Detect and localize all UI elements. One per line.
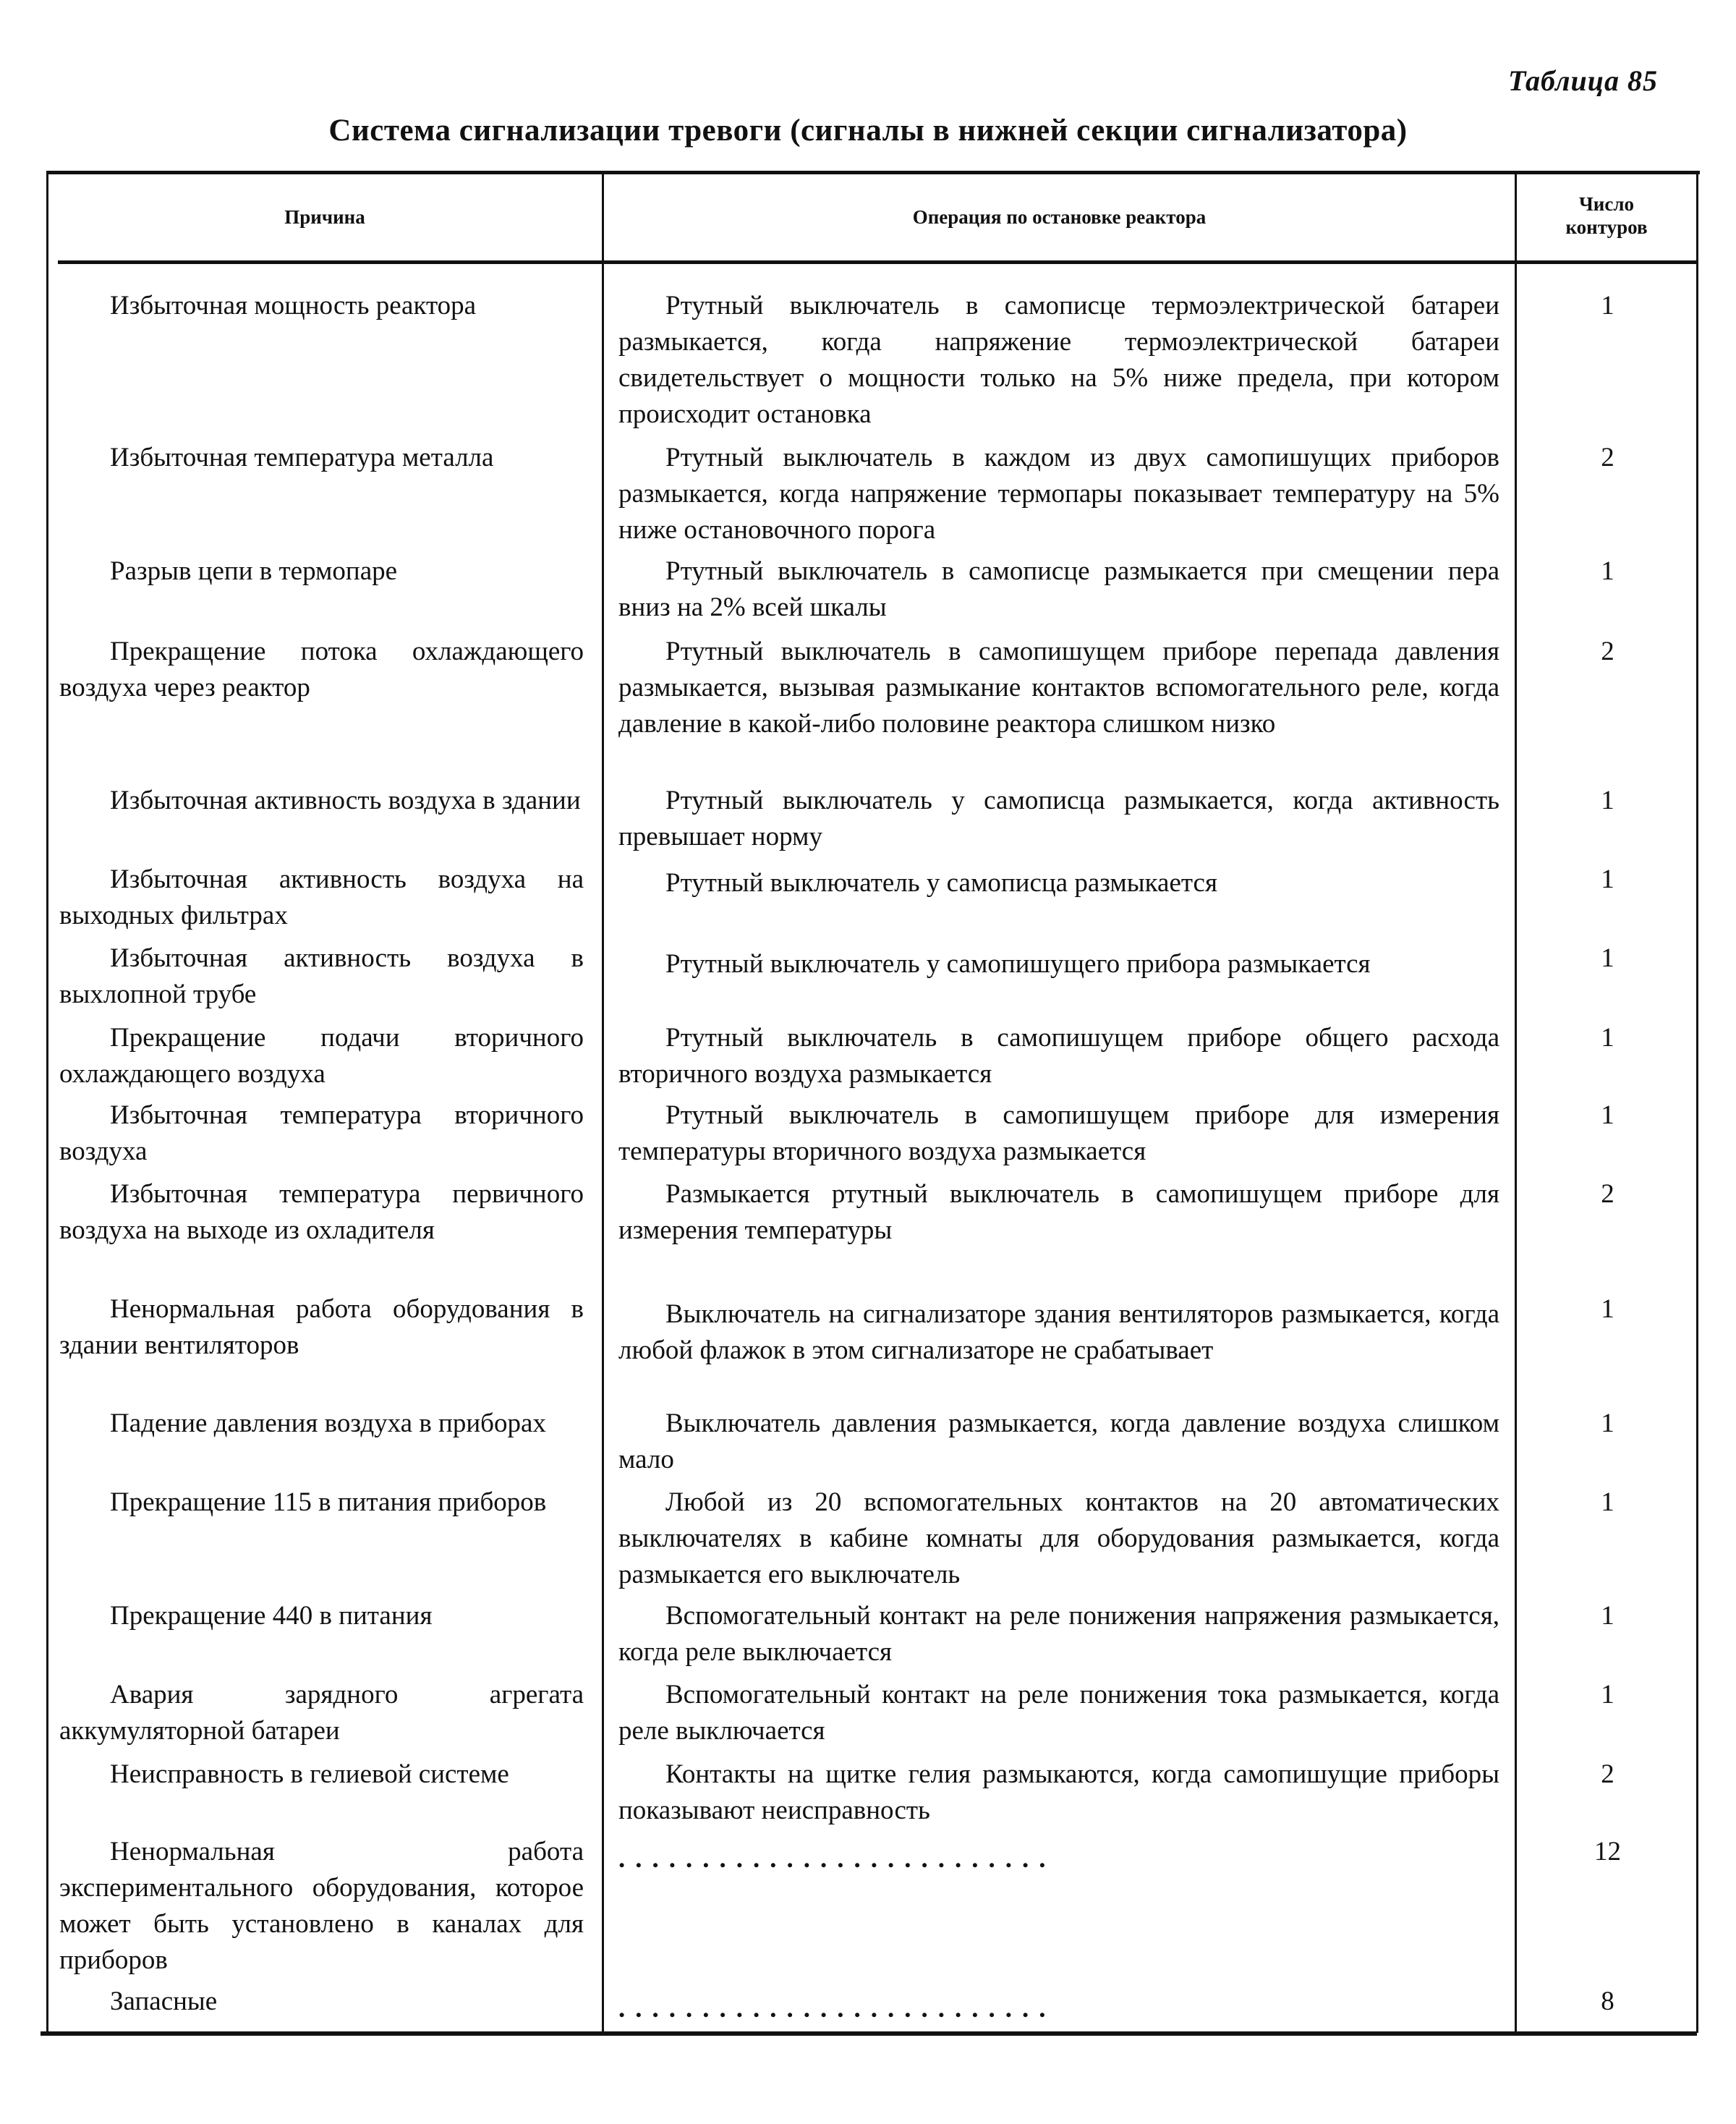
- divider-operation-count: [1515, 174, 1517, 2033]
- cause-text: Избыточная активность воздуха в выхлопной трубе: [59, 943, 584, 1009]
- column-header-count-line1: Число: [1578, 193, 1634, 215]
- operation-cell: [618, 1991, 1499, 2027]
- left-border: [46, 174, 48, 2033]
- cause-cell: [59, 1406, 584, 1442]
- operation-cell: [618, 865, 1499, 901]
- operation-text: Ртутный выключатель в самописце термоэлектрической батареи размыкается, когда напряжение термоэлектрической батареи свидетельствует о мощности только на 5% ниже предела, при котором происходит остановка: [618, 291, 1499, 429]
- column-header-operation: Операция по остановке реактора: [912, 206, 1207, 228]
- operation-cell: [618, 1406, 1499, 1478]
- operation-text: Ртутный выключатель у самописца размыкается, когда активность превышает норму: [618, 786, 1499, 851]
- cause-text: Прекращение 115 в питания приборов: [110, 1487, 547, 1517]
- count-cell: 1: [1601, 865, 1614, 894]
- operation-cell: [618, 1484, 1499, 1593]
- cause-cell: [59, 862, 584, 934]
- operation-text: Ртутный выключатель у самопишущего прибора размыкается: [665, 949, 1371, 979]
- count-cell: 12: [1594, 1837, 1621, 1866]
- cause-cell: [59, 288, 584, 324]
- cause-text: Прекращение потока охлаждающего воздуха через реактор: [59, 637, 584, 702]
- operation-cell: [618, 946, 1499, 982]
- header-bottom-rule: [58, 260, 1697, 264]
- table-title: Система сигнализации тревоги (сигналы в нижней секции сигнализатора): [328, 114, 1408, 148]
- cause-cell: [59, 783, 584, 819]
- cause-text: Авария зарядного агрегата аккумуляторной батареи: [59, 1680, 584, 1746]
- operation-text: Контакты на щитке гелия размыкаются, когда самопишущие приборы показывают неисправность: [618, 1759, 1499, 1825]
- count-cell: 1: [1601, 1487, 1614, 1517]
- operation-cell: [618, 1677, 1499, 1749]
- operation-cell: [618, 1020, 1499, 1092]
- operation-cell: [618, 1598, 1499, 1670]
- cause-text: Прекращение 440 в питания: [110, 1601, 433, 1631]
- cause-cell: [59, 940, 584, 1013]
- count-cell: 2: [1601, 443, 1614, 472]
- bottom-rule: [41, 2031, 1697, 2036]
- operation-text: Ртутный выключатель в каждом из двух самопишущих приборов размыкается, когда напряжение термопары показывает температуру на 5% ниже остановочного порога: [618, 443, 1499, 545]
- divider-cause-operation: [602, 174, 604, 2033]
- operation-text: Ртутный выключатель в самописце размыкается при смещении пера вниз на 2% всей шкалы: [618, 556, 1499, 622]
- leader-dots: ..........................: [618, 1994, 1056, 2023]
- count-cell: 2: [1601, 1179, 1614, 1209]
- cause-text: Запасные: [110, 1987, 218, 2016]
- count-cell: 1: [1601, 1294, 1614, 1324]
- count-cell: 1: [1601, 786, 1614, 815]
- operation-cell: [618, 1841, 1499, 1877]
- operation-text: Ртутный выключатель у самописца размыкается: [665, 868, 1217, 898]
- cause-text: Разрыв цепи в термопаре: [110, 556, 398, 586]
- operation-cell: [618, 1097, 1499, 1170]
- cause-cell: [59, 1291, 584, 1364]
- operation-text: Ртутный выключатель в самопишущем приборе перепада давления размыкается, вызывая размыкание контактов вспомогательного реле, когда давление в какой-либо половине реактора слишком низко: [618, 637, 1499, 739]
- cause-cell: [59, 1756, 584, 1793]
- count-cell: 8: [1601, 1987, 1614, 2016]
- cause-cell: [59, 1176, 584, 1249]
- cause-cell: [59, 440, 584, 476]
- operation-text: Вспомогательный контакт на реле понижения напряжения размыкается, когда реле выключается: [618, 1601, 1499, 1667]
- cause-cell: [59, 634, 584, 706]
- cause-text: Избыточная температура первичного воздуха на выходе из охладителя: [59, 1179, 584, 1245]
- operation-text: Ртутный выключатель в самопишущем приборе общего расхода вторичного воздуха размыкается: [618, 1023, 1499, 1089]
- column-header-count-line2: контуров: [1565, 216, 1648, 238]
- table-label: Таблица 85: [1508, 64, 1658, 97]
- count-cell: 1: [1601, 556, 1614, 586]
- count-cell: 1: [1601, 1100, 1614, 1130]
- cause-text: Избыточная температура металла: [110, 443, 494, 472]
- column-header-cause: Причина: [284, 206, 365, 228]
- operation-cell: [618, 1296, 1499, 1369]
- count-cell: 1: [1601, 1023, 1614, 1053]
- count-cell: 1: [1601, 291, 1614, 320]
- operation-cell: [618, 1176, 1499, 1249]
- cause-text: Прекращение подачи вторичного охлаждающего воздуха: [59, 1023, 584, 1089]
- cause-text: Избыточная активность воздуха в здании: [110, 786, 581, 815]
- count-cell: 1: [1601, 1601, 1614, 1631]
- cause-cell: [59, 1598, 584, 1634]
- cause-cell: [59, 1677, 584, 1749]
- operation-cell: [618, 634, 1499, 742]
- cause-text: Ненормальная работа экспериментального оборудования, которое может быть установлено в каналах для приборов: [59, 1837, 584, 1975]
- count-cell: 2: [1601, 1759, 1614, 1789]
- count-cell: 2: [1601, 637, 1614, 666]
- cause-cell: [59, 1834, 584, 1979]
- count-cell: 1: [1601, 1409, 1614, 1438]
- leader-dots: ..........................: [618, 1844, 1056, 1874]
- cause-cell: [59, 1484, 584, 1521]
- operation-text: Любой из 20 вспомогательных контактов на 20 автоматических выключателях в кабине комнаты для оборудования размыкается, когда размыкается его выключатель: [618, 1487, 1499, 1589]
- column-header-count: [1517, 192, 1696, 239]
- operation-text: Размыкается ртутный выключатель в самопишущем приборе для измерения температуры: [618, 1179, 1499, 1245]
- cause-cell: [59, 1097, 584, 1170]
- operation-text: Выключатель на сигнализаторе здания вентиляторов размыкается, когда любой флажок в этом сигнализаторе не срабатывает: [618, 1299, 1499, 1365]
- top-rule: [46, 171, 1700, 174]
- operation-cell: [618, 553, 1499, 626]
- operation-text: Ртутный выключатель в самопишущем приборе для измерения температуры вторичного воздуха размыкается: [618, 1100, 1499, 1166]
- cause-text: Избыточная активность воздуха на выходных фильтрах: [59, 865, 584, 930]
- cause-text: Падение давления воздуха в приборах: [110, 1409, 546, 1438]
- operation-cell: [618, 288, 1499, 433]
- cause-text: Ненормальная работа оборудования в здании вентиляторов: [59, 1294, 584, 1360]
- cause-text: Избыточная температура вторичного воздуха: [59, 1100, 584, 1166]
- operation-text: Выключатель давления размыкается, когда давление воздуха слишком мало: [618, 1409, 1499, 1474]
- operation-cell: [618, 440, 1499, 548]
- cause-cell: [59, 1020, 584, 1092]
- operation-cell: [618, 783, 1499, 855]
- cause-text: Избыточная мощность реактора: [110, 291, 477, 320]
- cause-text: Неисправность в гелиевой системе: [110, 1759, 509, 1789]
- cause-cell: [59, 553, 584, 590]
- count-cell: 1: [1601, 1680, 1614, 1709]
- operation-cell: [618, 1756, 1499, 1829]
- cause-cell: [59, 1984, 584, 2020]
- count-cell: 1: [1601, 943, 1614, 973]
- operation-text: Вспомогательный контакт на реле понижения тока размыкается, когда реле выключается: [618, 1680, 1499, 1746]
